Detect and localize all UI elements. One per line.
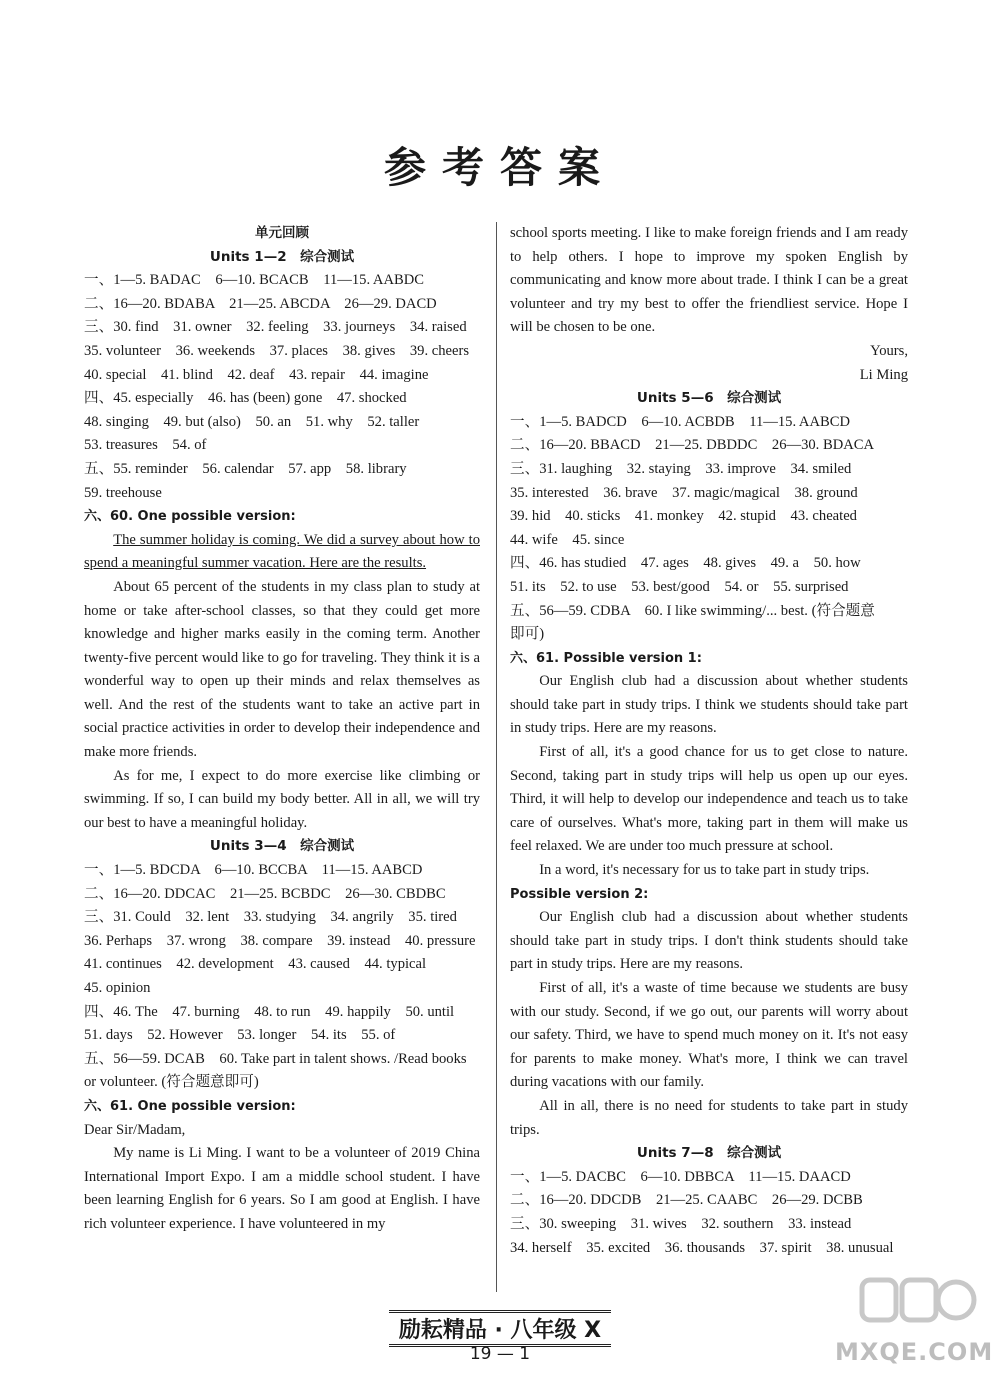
answer-text: 三、31. Could 32. lent 33. studying 34. angrily 35. tired xyxy=(84,909,457,926)
answer-text: school sports meeting. I like to make foreign friends and I am ready to help others. I hope to improve my spoken English by communicating and know more about trade. I think I can be a great volunteer and try my best to offer the friendliest service. Hope I will be chosen to be one. xyxy=(510,225,908,336)
section-heading: Units 7—8 综合测试 xyxy=(636,1145,782,1162)
answer-text: First of all, it's a good chance for us to get close to nature. Second, taking part in study trips will help us open up our eyes. Third, it will help to develop our independence and teach us to take care of ourselves. What's more, taking part in them will make us feel relaxed. We are under too much pressure at school. xyxy=(510,744,908,855)
brand-label: 励耘精品 · 八年级 X xyxy=(389,1310,611,1347)
answer-text: All in all, there is no need for students to take part in study trips. xyxy=(510,1097,908,1138)
left-column xyxy=(84,222,480,1237)
column-divider xyxy=(496,222,497,1292)
answer-text: 34. herself 35. excited 36. thousands 37. spirit 38. unusual xyxy=(510,1239,894,1256)
answer-text: 五、55. reminder 56. calendar 57. app 58. library xyxy=(84,460,407,477)
answer-text: 53. treasures 54. of xyxy=(84,437,207,454)
answer-text: 59. treehouse xyxy=(84,484,162,501)
answer-text: 35. volunteer 36. weekends 37. places 38. gives 39. cheers xyxy=(84,342,470,359)
answer-text: 二、16—20. DDCDB 21—25. CAABC 26—29. DCBB xyxy=(510,1192,863,1209)
answer-text: 二、16—20. BBACD 21—25. DBDDC 26—30. BDACA xyxy=(510,437,875,454)
answer-text: 39. hid 40. sticks 41. monkey 42. stupid 43. cheated xyxy=(510,508,857,525)
answer-text: First of all, it's a waste of time because we students are busy with our study. Second, if we go out, our parents will worry about our safety. Third, we have to spend much money on it. It's not easy for parents to make money. What's more, I think we can travel during vacations with our family. xyxy=(510,980,908,1091)
answer-text: 51. its 52. to use 53. best/good 54. or 55. surprised xyxy=(510,578,849,595)
section-heading: Units 3—4 综合测试 xyxy=(209,838,355,855)
answer-text: Yours, xyxy=(870,342,908,359)
page-title: 参考答案 xyxy=(383,143,616,192)
answer-text: 51. days 52. However 53. longer 54. its 55. of xyxy=(84,1027,396,1044)
answer-text: As for me, I expect to do more exercise like climbing or swimming. If so, I can build my body better. All in all, we will try our best to have a meaningful holiday. xyxy=(84,767,480,831)
answer-text: 三、31. laughing 32. staying 33. improve 34. smiled xyxy=(510,460,852,477)
answer-text: 四、46. The 47. burning 48. to run 49. happily 50. until xyxy=(84,1003,455,1020)
answer-text: 三、30. find 31. owner 32. feeling 33. journeys 34. raised xyxy=(84,319,467,336)
section-heading: Units 1—2 综合测试 xyxy=(209,248,355,265)
answer-text: About 65 percent of the students in my class plan to study at home or take after-school classes, so that they could get more knowledge and higher marks easily in the coming term. Another twenty-five percent would like to go for traveling. They think it is a wonderful way to open up their minds and relax themselves as well. And the rest of the students want to take an active part in social practice activities in order to develop their independence and make more friends. xyxy=(84,578,480,761)
watermark-text: MXQE.COM xyxy=(835,1338,994,1366)
answer-text: 六、60. One possible version: xyxy=(84,509,296,525)
section-heading: 单元回顾 xyxy=(255,225,309,241)
answer-text: 二、16—20. BDABA 21—25. ABCDA 26—29. DACD xyxy=(84,295,437,312)
answer-text: 四、46. has studied 47. ages 48. gives 49. a 50. how xyxy=(510,555,861,572)
answer-text: 五、56—59. DCAB 60. Take part in talent shows. /Read books xyxy=(84,1050,467,1067)
answer-text: 即可) xyxy=(510,626,545,643)
answer-text: 40. special 41. blind 42. deaf 43. repair 44. imagine xyxy=(84,366,429,383)
answer-text: Our English club had a discussion about whether students should take part in study trips. I think we students should take part in study trips. Here are my reasons. xyxy=(510,673,908,737)
page-number: 19 — 1 xyxy=(469,1344,531,1364)
answer-text: 一、1—5. BDCDA 6—10. BCCBA 11—15. AABCD xyxy=(84,862,423,879)
answer-text: 六、61. Possible version 1: xyxy=(510,650,702,666)
answer-text: Dear Sir/Madam, xyxy=(84,1121,186,1138)
answer-text: Our English club had a discussion about whether students should take part in study trips. I don't think students should take part in study trips. Here are my reasons. xyxy=(510,909,908,973)
answer-text: 35. interested 36. brave 37. magic/magical 38. ground xyxy=(510,484,858,501)
answer-text: 一、1—5. DACBC 6—10. DBBCA 11—15. DAACD xyxy=(510,1168,851,1185)
answer-text: My name is Li Ming. I want to be a volunteer of 2019 China International Import Expo. I am a middle school student. I have been learning English for 6 years. So I am good at English. I have rich volunteer experience. I have volunteered in my xyxy=(84,1145,480,1232)
answer-text: 三、30. sweeping 31. wives 32. southern 33. instead xyxy=(510,1215,852,1232)
answer-text: 一、1—5. BADCD 6—10. ACBDB 11—15. AABCD xyxy=(510,413,851,430)
answer-text: or volunteer. (符合题意即可) xyxy=(84,1074,259,1091)
answer-text: The summer holiday is coming. We did a survey about how to spend a meaningful summer vacation. Here are the results. xyxy=(84,531,480,572)
answer-text: 五、56—59. CDBA 60. I like swimming/... best. (符合题意 xyxy=(510,602,875,619)
answer-text: Possible version 2: xyxy=(510,886,649,902)
answer-text: Li Ming xyxy=(859,366,908,383)
answer-text: 二、16—20. DDCAC 21—25. BCBDC 26—30. CBDBC xyxy=(84,885,446,902)
answer-text: 44. wife 45. since xyxy=(510,531,625,548)
answer-text: 48. singing 49. but (also) 50. an 51. why 52. taller xyxy=(84,413,420,430)
answer-text: 六、61. One possible version: xyxy=(84,1098,296,1114)
answer-text: In a word, it's necessary for us to take part in study trips. xyxy=(539,862,870,879)
watermark-logo-icon xyxy=(858,1270,978,1330)
answer-text: 四、45. especially 46. has (been) gone 47. shocked xyxy=(84,390,407,407)
answer-text: 一、1—5. BADAC 6—10. BCACB 11—15. AABDC xyxy=(84,272,425,289)
answer-text: 41. continues 42. development 43. caused 44. typical xyxy=(84,956,427,973)
section-heading: Units 5—6 综合测试 xyxy=(636,390,782,407)
answer-text: 45. opinion xyxy=(84,980,151,996)
right-column xyxy=(510,222,908,1260)
answer-text: 36. Perhaps 37. wrong 38. compare 39. instead 40. pressure xyxy=(84,932,476,949)
